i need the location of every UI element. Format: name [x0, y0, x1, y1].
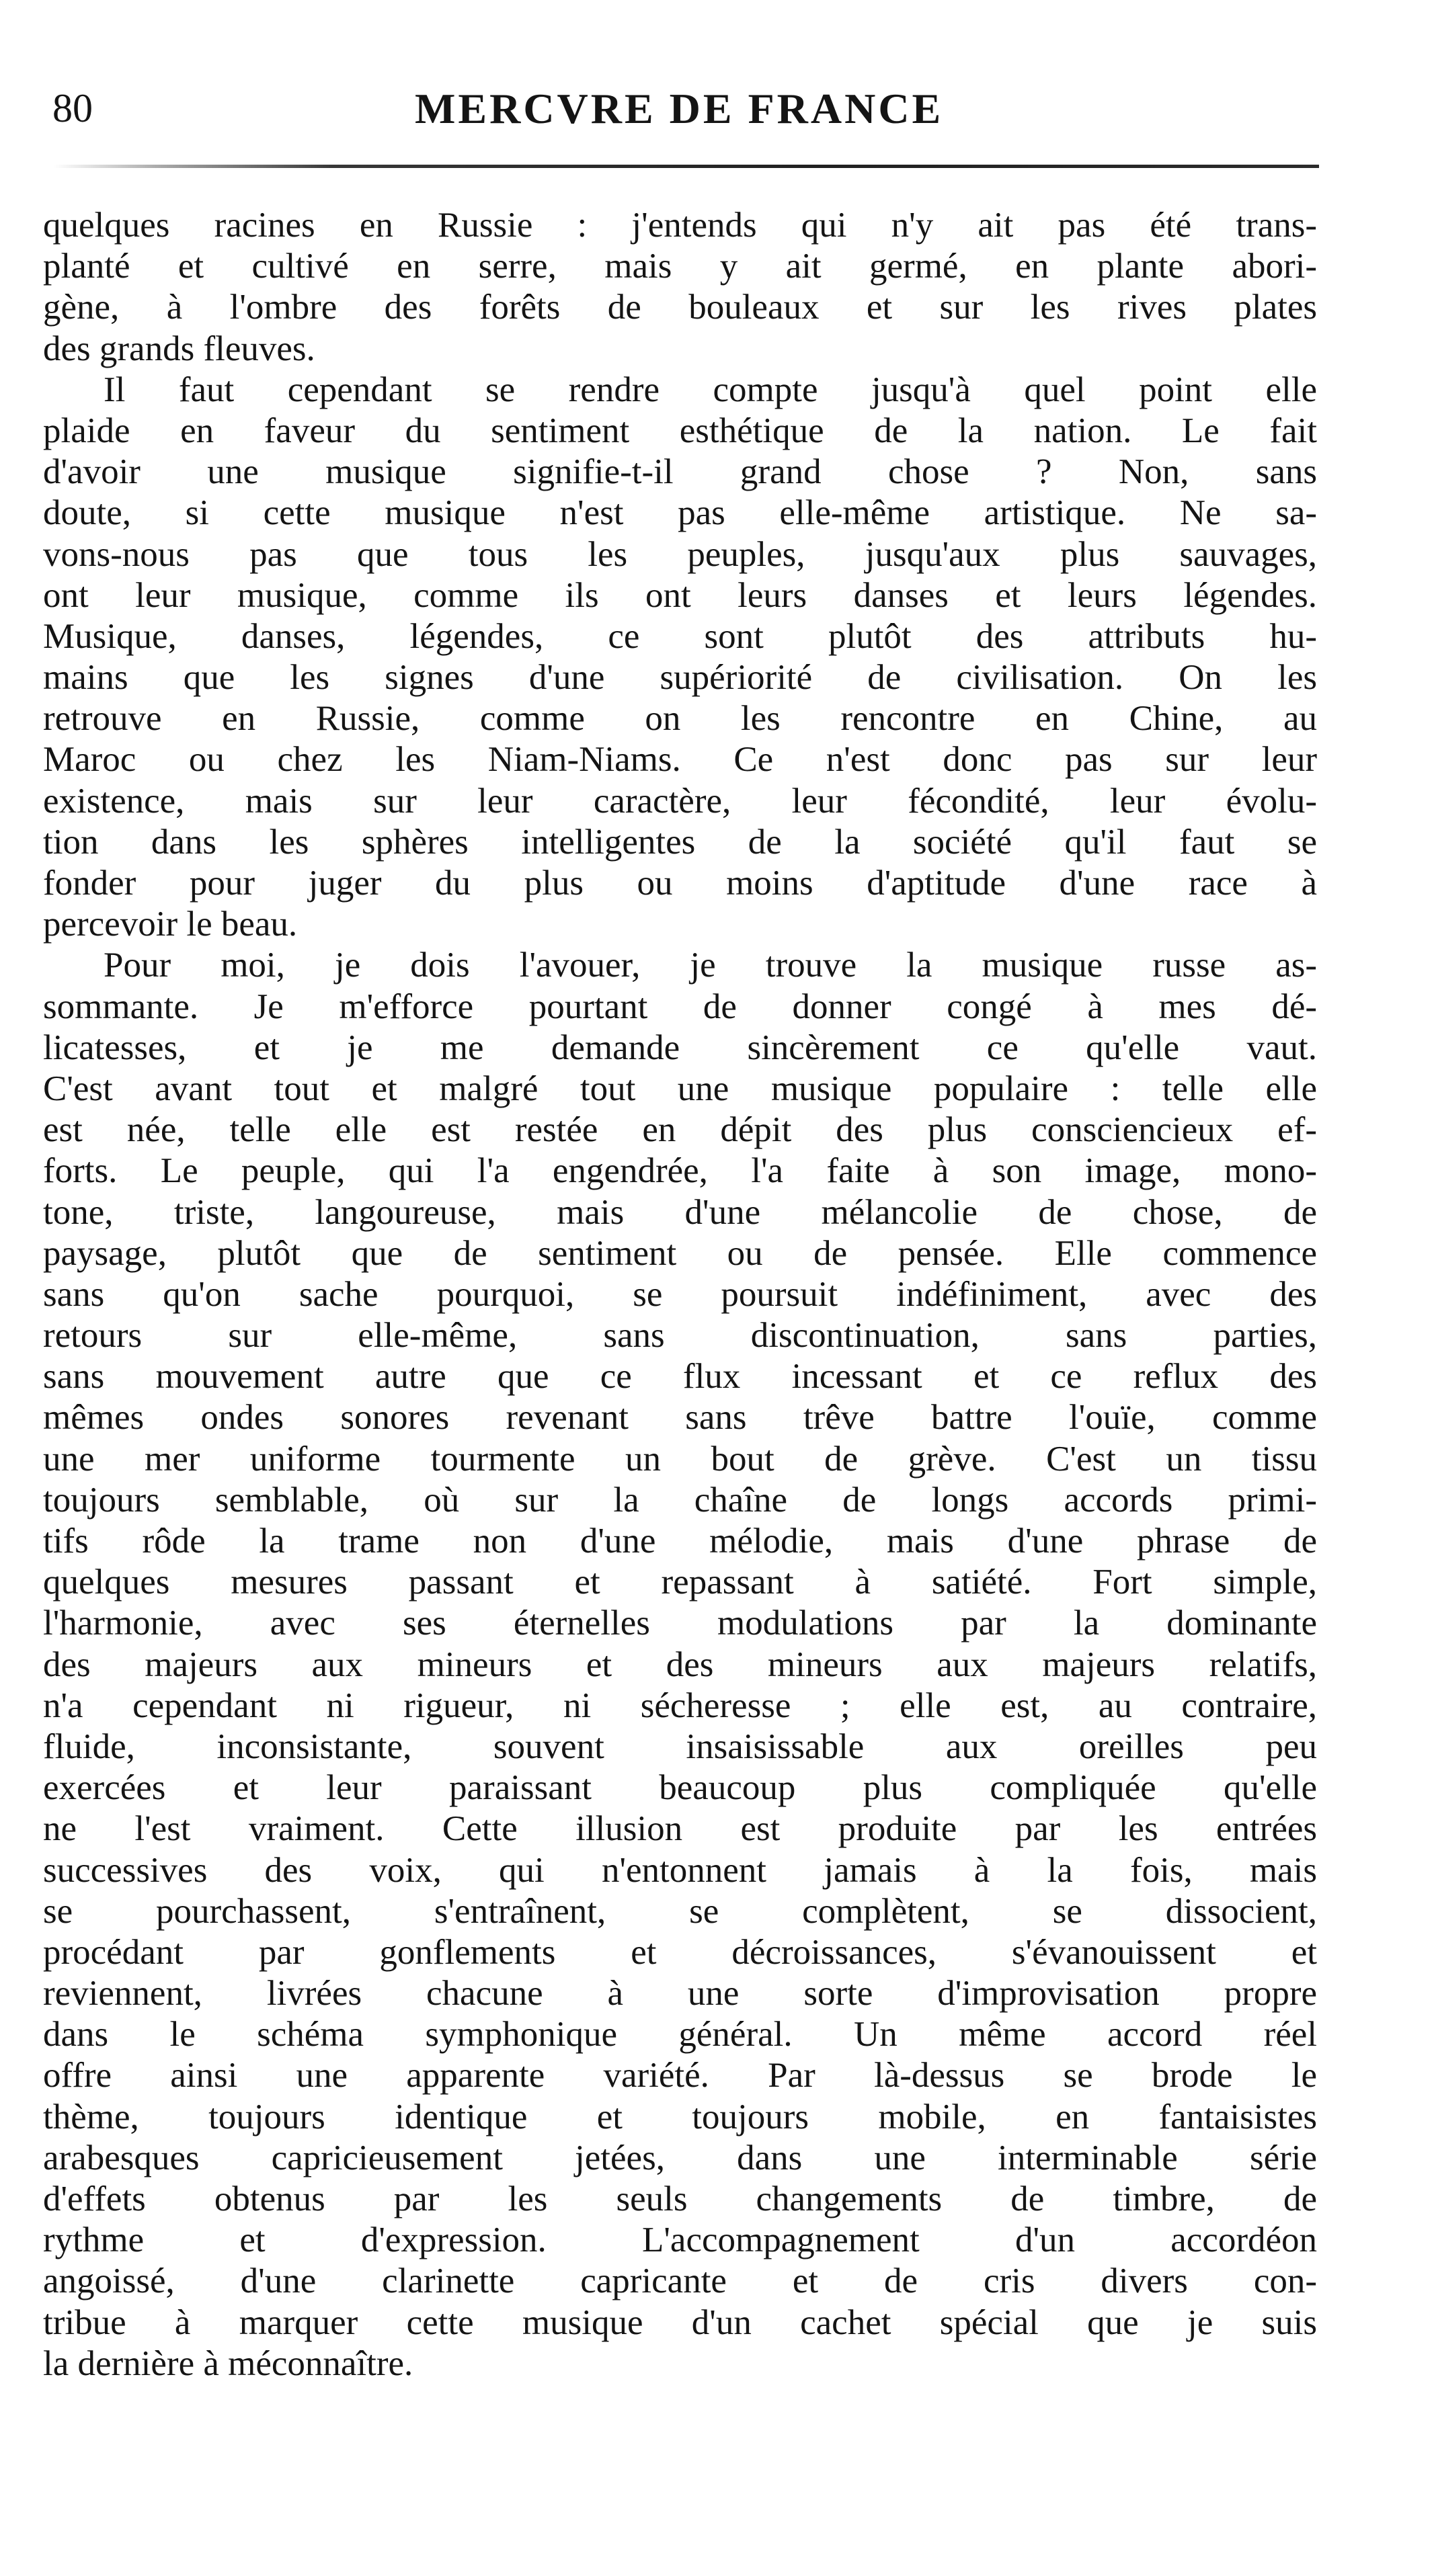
text-line: Pour moi, je dois l'avouer, je trouve la musique russe as-: [104, 946, 1317, 985]
text-line: plaide en faveur du sentiment esthétique de la nation. Le fait: [43, 411, 1317, 450]
text-line: Il faut cependant se rendre compte jusqu'à quel point elle: [104, 370, 1317, 409]
text-line: mêmes ondes sonores revenant sans trêve battre l'ouïe, comme: [43, 1398, 1317, 1438]
text-line: planté et cultivé en serre, mais y ait germé, en plante abori-: [43, 247, 1317, 286]
text-line: des grands fleuves.: [43, 329, 315, 368]
text-line: procédant par gonflements et décroissances, s'évanouissent et: [43, 1932, 1317, 1972]
text-line: n'a cependant ni rigueur, ni sécheresse ; elle est, au contraire,: [43, 1686, 1317, 1725]
text-line: fluide, inconsistante, souvent insaisissable aux oreilles peu: [43, 1727, 1317, 1766]
text-line: une mer uniforme tourmente un bout de grève. C'est un tissu: [43, 1439, 1317, 1479]
page-header: [48, 79, 1319, 143]
text-line: vons-nous pas que tous les peuples, jusqu'aux plus sauvages,: [43, 534, 1317, 574]
text-line: se pourchassent, s'entraînent, se complètent, se dissocient,: [43, 1891, 1317, 1931]
text-line: tone, triste, langoureuse, mais d'une mélancolie de chose, de: [43, 1192, 1317, 1232]
text-line: C'est avant tout et malgré tout une musique populaire : telle elle: [43, 1069, 1317, 1108]
text-line: mains que les signes d'une supériorité de civilisation. On les: [43, 658, 1317, 698]
text-line: offre ainsi une apparente variété. Par là-dessus se brode le: [43, 2056, 1317, 2095]
text-line: paysage, plutôt que de sentiment ou de pensée. Elle commence: [43, 1233, 1317, 1273]
text-line: doute, si cette musique n'est pas elle-même artistique. Ne sa-: [43, 493, 1317, 533]
text-line: tribue à marquer cette musique d'un cachet spécial que je suis: [43, 2302, 1317, 2342]
text-line: la dernière à méconnaître.: [43, 2343, 413, 2383]
text-line: sans qu'on sache pourquoi, se poursuit indéfiniment, avec des: [43, 1274, 1317, 1314]
text-line: arabesques capricieusement jetées, dans une interminable série: [43, 2138, 1317, 2177]
text-line: quelques racines en Russie : j'entends qui n'y ait pas été trans-: [43, 206, 1317, 245]
text-line: ne l'est vraiment. Cette illusion est produite par les entrées: [43, 1809, 1317, 1849]
text-line: angoissé, d'une clarinette capricante et de cris divers con-: [43, 2261, 1317, 2301]
text-line: ont leur musique, comme ils ont leurs danses et leurs légendes.: [43, 575, 1317, 615]
text-line: retrouve en Russie, comme on les rencontre en Chine, au: [43, 699, 1317, 739]
text-line: dans le schéma symphonique général. Un même accord réel: [43, 2015, 1317, 2054]
text-line: thème, toujours identique et toujours mobile, en fantaisistes: [43, 2097, 1317, 2136]
text-line: fonder pour juger du plus ou moins d'aptitude d'une race à: [43, 864, 1317, 903]
text-line: d'avoir une musique signifie-t-il grand chose ? Non, sans: [43, 452, 1317, 492]
text-line: retours sur elle-même, sans discontinuation, sans parties,: [43, 1316, 1317, 1356]
text-line: reviennent, livrées chacune à une sorte d'improvisation propre: [43, 1974, 1317, 2013]
text-line: toujours semblable, où sur la chaîne de longs accords primi-: [43, 1480, 1317, 1520]
text-line: Musique, danses, légendes, ce sont plutôt des attributs hu-: [43, 616, 1317, 656]
body-text: [43, 205, 1317, 2384]
text-line: existence, mais sur leur caractère, leur fécondité, leur évolu-: [43, 781, 1317, 821]
text-line: l'harmonie, avec ses éternelles modulations par la dominante: [43, 1604, 1317, 1643]
text-line: successives des voix, qui n'entonnent jamais à la fois, mais: [43, 1850, 1317, 1890]
text-line: rythme et d'expression. L'accompagnement d'un accordéon: [43, 2220, 1317, 2260]
text-line: exercées et leur paraissant beaucoup plus compliquée qu'elle: [43, 1768, 1317, 1808]
text-line: quelques mesures passant et repassant à satiété. Fort simple,: [43, 1563, 1317, 1602]
text-line: des majeurs aux mineurs et des mineurs aux majeurs relatifs,: [43, 1645, 1317, 1684]
text-line: sommante. Je m'efforce pourtant de donner congé à mes dé-: [43, 987, 1317, 1026]
text-line: licatesses, et je me demande sincèrement ce qu'elle vaut.: [43, 1028, 1317, 1067]
text-line: est née, telle elle est restée en dépit des plus consciencieux ef-: [43, 1110, 1317, 1150]
header-rule: [54, 165, 1319, 168]
running-title: MERCVRE DE FRANCE: [415, 85, 944, 132]
text-line: tifs rôde la trame non d'une mélodie, mais d'une phrase de: [43, 1522, 1317, 1561]
text-line: tion dans les sphères intelligentes de la société qu'il faut se: [43, 822, 1317, 862]
text-line: Maroc ou chez les Niam-Niams. Ce n'est donc pas sur leur: [43, 740, 1317, 780]
text-line: percevoir le beau.: [43, 905, 298, 944]
text-line: d'effets obtenus par les seuls changements de timbre, de: [43, 2179, 1317, 2218]
page-number: 80: [52, 86, 93, 130]
text-line: forts. Le peuple, qui l'a engendrée, l'a faite à son image, mono-: [43, 1151, 1317, 1191]
text-line: sans mouvement autre que ce flux incessant et ce reflux des: [43, 1357, 1317, 1397]
text-line: gène, à l'ombre des forêts de bouleaux et sur les rives plates: [43, 288, 1317, 327]
